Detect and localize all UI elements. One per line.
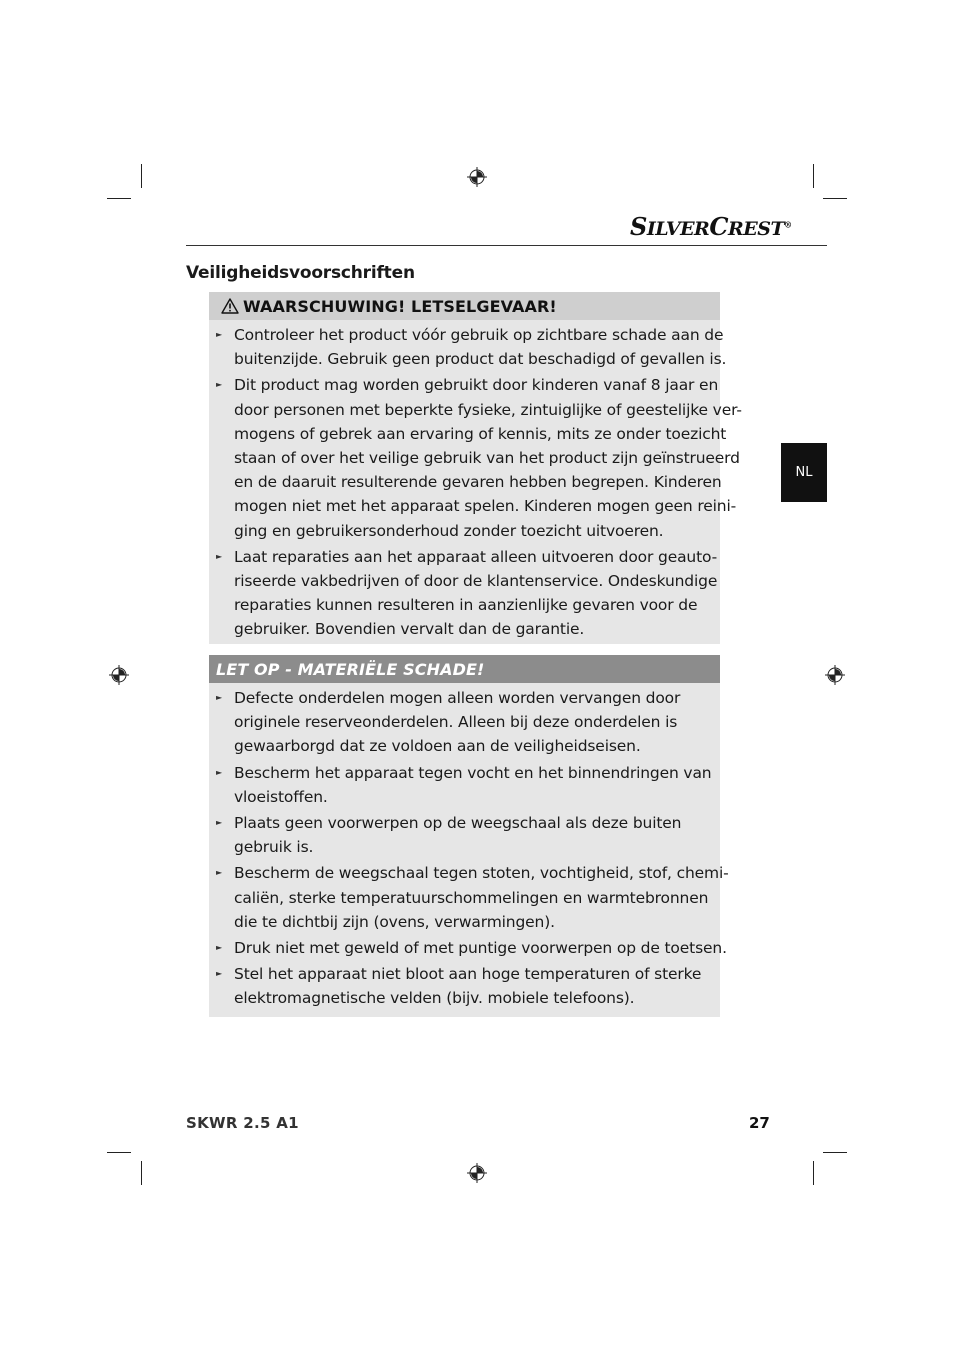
warning-box — [209, 292, 742, 644]
list-item-text-line: mogen niet met het apparaat spelen. Kinderen mogen geen reini- — [234, 497, 737, 516]
list-item-text-line: door personen met beperkte fysieke, zintuiglijke of geestelijke ver- — [234, 400, 742, 419]
brand-logo: SILVERCREST® — [630, 212, 792, 241]
crop-mark — [823, 1152, 847, 1153]
warning-heading — [209, 292, 720, 320]
crop-mark — [141, 1161, 142, 1185]
caution-heading-text: LET OP - MATERIËLE SCHADE! — [216, 659, 485, 679]
list-item-text-line: gebruik is. — [234, 838, 314, 857]
crop-mark — [823, 198, 847, 199]
list-item-text-line: staan of over het veilige gebruik van het product zijn geïnstrueerd — [234, 449, 740, 468]
caution-heading — [209, 655, 720, 683]
list-item-text-line: gewaarborgd dat ze voldoen aan de veiligheidseisen. — [234, 737, 641, 756]
list-item-text-line: Bescherm de weegschaal tegen stoten, vochtigheid, stof, chemi- — [234, 864, 729, 883]
list-item-text-line: die te dichtbij zijn (ovens, verwarmingen). — [234, 912, 555, 931]
bullet-arrow-icon: ► — [216, 551, 223, 561]
list-item — [209, 373, 742, 542]
bullet-arrow-icon: ► — [216, 693, 223, 702]
bullet-arrow-icon: ► — [216, 767, 223, 777]
bullet-arrow-icon: ► — [216, 818, 223, 828]
crop-mark — [813, 164, 814, 188]
bullet-arrow-icon: ► — [216, 868, 223, 878]
registration-mark-icon — [825, 665, 845, 685]
list-item-text-line: elektromagnetische velden (bijv. mobiele telefoons). — [234, 989, 635, 1008]
caution-list — [209, 683, 729, 1011]
registration-mark-icon — [467, 167, 487, 187]
crop-mark — [107, 198, 131, 199]
model-number: SKWR 2.5 A1 — [186, 1114, 299, 1132]
crop-mark — [141, 164, 142, 188]
language-tab: NL — [781, 443, 827, 502]
list-item — [209, 761, 720, 809]
list-item-text-line: Bescherm het apparaat tegen vocht en het binnendringen van — [234, 763, 712, 782]
list-item-text-line: Controleer het product vóór gebruik op zichtbare schade aan de — [234, 326, 724, 344]
list-item-text-line: Plaats geen voorwerpen op de weegschaal als deze buiten — [234, 814, 682, 833]
bullet-arrow-icon: ► — [216, 380, 223, 390]
bullet-arrow-icon: ► — [216, 969, 223, 979]
section-title: Veiligheidsvoorschriften — [186, 263, 415, 283]
warning-list — [209, 320, 742, 642]
list-item-text-line: Stel het apparaat niet bloot aan hoge temperaturen of sterke — [234, 965, 702, 984]
list-item-text-line: originele reserveonderdelen. Alleen bij deze onderdelen is — [234, 713, 678, 732]
registration-mark-icon — [109, 665, 129, 685]
list-item-text-line: reparaties kunnen resulteren in aanzienlijke gevaren voor de — [234, 596, 698, 615]
page-number: 27 — [749, 1114, 770, 1132]
list-item — [209, 686, 720, 759]
list-item-text-line: caliën, sterke temperatuurschommelingen en warmtebronnen — [234, 888, 709, 907]
list-item-text-line: mogens of gebrek aan ervaring of kennis, mits ze onder toezicht — [234, 424, 727, 443]
list-item-text-line: buitenzijde. Gebruik geen product dat beschadigd of gevallen is. — [234, 350, 727, 369]
list-item-text-line: riseerde vakbedrijven of door de klantenservice. Ondeskundige — [234, 572, 718, 591]
list-item-text-line: Druk niet met geweld of met puntige voorwerpen op de toetsen. — [234, 939, 727, 958]
list-item — [209, 545, 720, 642]
warning-triangle-icon — [221, 298, 239, 314]
list-item — [209, 811, 720, 859]
list-item — [209, 962, 720, 1010]
bullet-arrow-icon: ► — [216, 330, 223, 339]
list-item-text-line: vloeistoffen. — [234, 787, 328, 806]
crop-mark — [813, 1161, 814, 1185]
list-item-text-line: gebruiker. Bovendien vervalt dan de garantie. — [234, 620, 585, 639]
crop-mark — [107, 1152, 131, 1153]
warning-heading-text: WAARSCHUWING! LETSELGEVAAR! — [243, 296, 557, 316]
list-item-text-line: Dit product mag worden gebruikt door kinderen vanaf 8 jaar en — [234, 376, 719, 395]
list-item-text-line: Laat reparaties aan het apparaat alleen uitvoeren door geauto- — [234, 547, 718, 566]
list-item-text-line: Defecte onderdelen mogen alleen worden vervangen door — [234, 689, 681, 707]
registration-mark-icon — [467, 1163, 487, 1183]
list-item — [209, 936, 727, 960]
bullet-arrow-icon: ► — [216, 943, 223, 953]
list-item — [209, 861, 729, 934]
list-item-text-line: en de daaruit resulterende gevaren hebben begrepen. Kinderen — [234, 473, 722, 492]
caution-box — [209, 655, 729, 1017]
list-item — [209, 323, 727, 371]
list-item-text-line: ging en gebruikersonderhoud zonder toezicht uitvoeren. — [234, 521, 664, 540]
header-divider — [186, 245, 827, 246]
